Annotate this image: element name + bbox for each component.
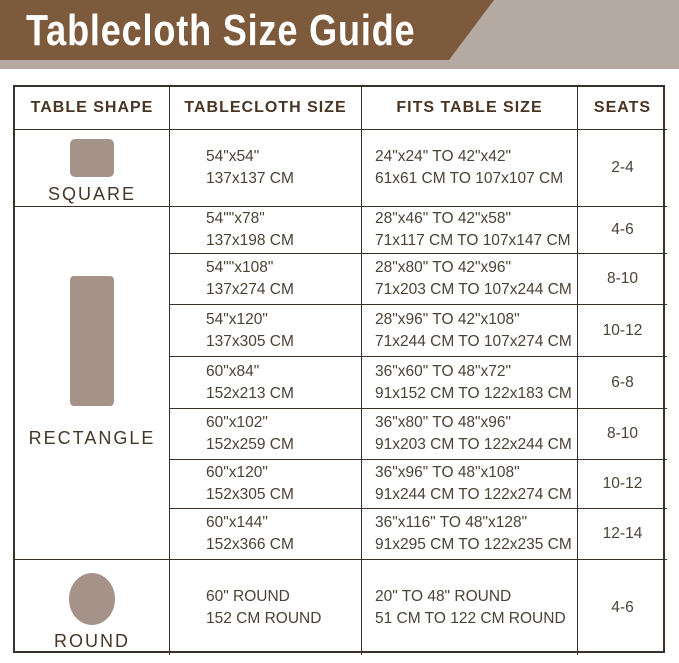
fits-inches: 28"x46" TO 42"x58" — [375, 210, 512, 227]
header-table-shape: TABLE SHAPE — [15, 87, 170, 130]
size-inches: 60"x84" — [206, 362, 260, 380]
fits-cm: 71x117 CM TO 107x147 CM — [375, 232, 571, 249]
fits-inches: 20" TO 48" ROUND — [375, 587, 512, 605]
seats-cell: 10-12 — [578, 460, 667, 509]
seats-cell: 2-4 — [578, 130, 667, 207]
fits-cm: 91x295 CM TO 122x235 CM — [375, 536, 572, 553]
fits-inches: 36"x60" TO 48"x72" — [375, 362, 512, 380]
size-cm: 152x366 CM — [206, 536, 294, 553]
shape-cell-round — [15, 560, 170, 655]
fits-cm: 91x244 CM TO 122x274 CM — [375, 486, 572, 503]
header-tablecloth-size: TABLECLOTH SIZE — [170, 87, 362, 130]
fits-inches: 28"x96" TO 42"x108" — [375, 310, 520, 328]
shape-cell-rectangle — [15, 207, 170, 560]
tablecloth-size-cell — [170, 560, 362, 655]
size-cm: 152x305 CM — [206, 486, 294, 503]
size-inches: 60"x120" — [206, 464, 268, 481]
fits-size-cell — [362, 560, 578, 655]
size-cm: 152 CM ROUND — [206, 609, 322, 627]
size-cm: 137x305 CM — [206, 332, 294, 350]
fits-cm: 71x244 CM TO 107x274 CM — [375, 332, 572, 350]
fits-cm: 91x152 CM TO 122x183 CM — [375, 384, 572, 402]
rectangle-shape-icon — [70, 276, 114, 406]
size-cm: 137x274 CM — [206, 281, 294, 298]
seats-cell: 6-8 — [578, 357, 667, 409]
header-fits-table-size: FITS TABLE SIZE — [362, 87, 578, 130]
size-inches: 54""x78" — [206, 210, 265, 227]
tablecloth-size-cell — [170, 357, 362, 409]
seats-cell: 4-6 — [611, 598, 634, 616]
tablecloth-size-cell — [170, 130, 362, 207]
fits-size-cell — [362, 130, 578, 207]
fits-size-cell — [362, 409, 578, 460]
seats-cell: 4-6 — [578, 207, 667, 254]
square-shape-icon — [70, 139, 114, 177]
rectangle-label: RECTANGLE — [28, 427, 156, 448]
seats-cell: 8-10 — [578, 409, 667, 460]
size-cm: 137x137 CM — [206, 170, 294, 187]
size-inches: 54"x120" — [206, 310, 268, 328]
round-shape-icon — [69, 573, 115, 625]
seats-cell: 12-14 — [578, 509, 667, 560]
fits-inches: 36"x116" TO 48"x128" — [375, 514, 528, 531]
size-cm: 152x259 CM — [206, 436, 294, 453]
fits-size-cell — [362, 207, 578, 254]
fits-inches: 36"x80" TO 48"x96" — [375, 414, 512, 431]
fits-size-cell — [362, 509, 578, 560]
fits-size-cell — [362, 357, 578, 409]
fits-cm: 91x203 CM TO 122x244 CM — [375, 436, 572, 453]
fits-size-cell — [362, 460, 578, 509]
size-inches: 60" ROUND — [206, 587, 290, 605]
seats-cell: 8-10 — [578, 254, 667, 305]
size-inches: 54"x54" — [206, 148, 260, 165]
tablecloth-size-cell — [170, 409, 362, 460]
fits-size-cell — [362, 254, 578, 305]
shape-cell-square — [15, 130, 170, 207]
size-inches: 60"x144" — [206, 514, 268, 531]
fits-cm: 61x61 CM TO 107x107 CM — [375, 170, 564, 187]
tablecloth-size-cell — [170, 207, 362, 254]
tablecloth-size-cell — [170, 460, 362, 509]
fits-inches: 36"x96" TO 48"x108" — [375, 464, 520, 481]
fits-cm: 71x203 CM TO 107x244 CM — [375, 281, 572, 298]
size-inches: 54""x108" — [206, 259, 274, 276]
header-seats: SEATS — [578, 87, 667, 130]
size-table — [13, 85, 665, 653]
page-title: Tablecloth Size Guide — [26, 6, 416, 55]
size-cm: 137x198 CM — [206, 232, 294, 249]
tablecloth-size-cell — [170, 509, 362, 560]
square-label: SQUARE — [47, 184, 137, 204]
seats-cell: 10-12 — [578, 305, 667, 357]
tablecloth-size-cell — [170, 305, 362, 357]
size-inches: 60"x102" — [206, 414, 268, 431]
fits-cm: 51 CM TO 122 CM ROUND — [375, 609, 566, 627]
fits-size-cell — [362, 305, 578, 357]
round-label: ROUND — [54, 631, 130, 651]
fits-inches: 28"x80" TO 42"x96" — [375, 259, 512, 276]
fits-inches: 24"x24" TO 42"x42" — [375, 148, 512, 165]
tablecloth-size-cell — [170, 254, 362, 305]
size-cm: 152x213 CM — [206, 384, 294, 402]
